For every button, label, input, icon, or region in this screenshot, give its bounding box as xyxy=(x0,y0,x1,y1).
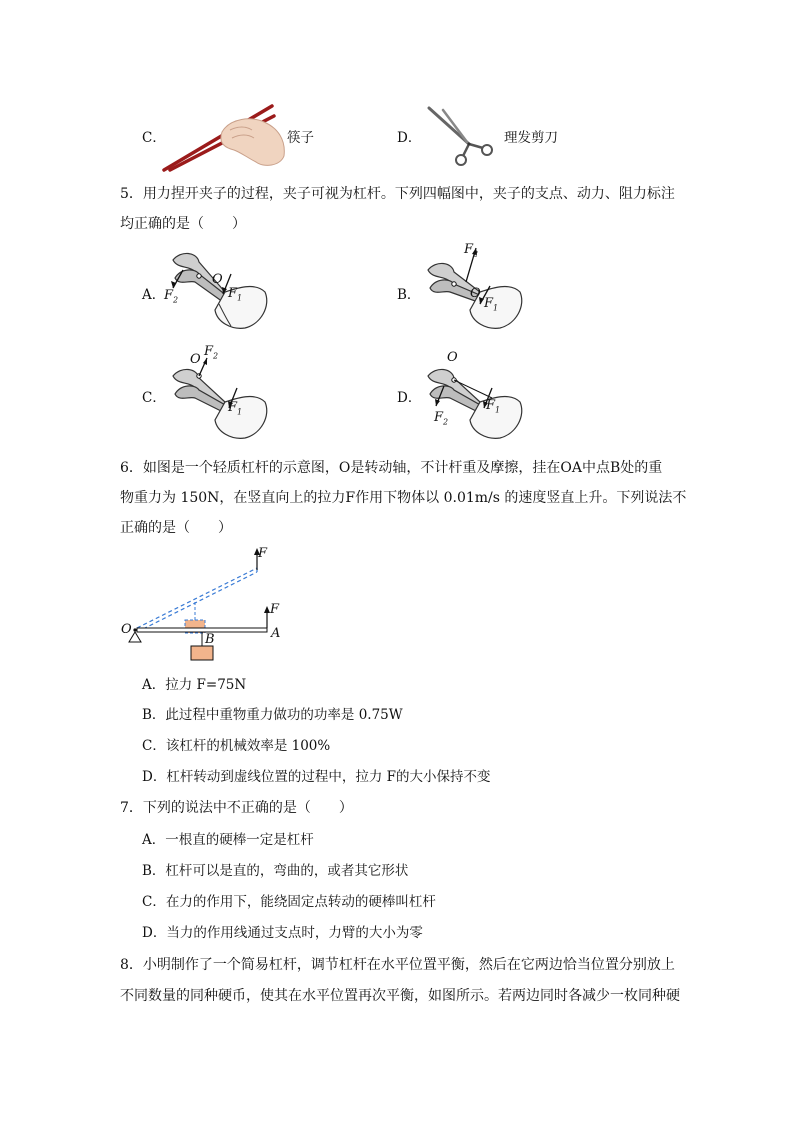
q6-fig-f-top-label: F xyxy=(258,546,268,561)
q5-d-f2-label: $F_2$ xyxy=(434,410,449,427)
q4-option-d-label: 理发剪刀 xyxy=(504,130,558,146)
hair-scissors-image xyxy=(425,106,497,168)
q7-stem: 7．下列的说法中不正确的是（ ） xyxy=(120,800,353,816)
q5-plier-figure-a xyxy=(165,248,275,334)
q5-a-o-label: O xyxy=(212,272,223,287)
q7-option-d: D．当力的作用线通过支点时，力臂的大小为零 xyxy=(142,925,423,941)
q6-stem-line3: 正确的是（ ） xyxy=(120,520,232,536)
q4-option-c-letter: C． xyxy=(142,130,166,146)
q7-option-a: A．一根直的硬棒一定是杠杆 xyxy=(142,832,314,848)
q5-b-o-label: O xyxy=(470,286,481,301)
q8-stem-line1: 8．小明制作了一个简易杠杆，调节杠杆在水平位置平衡，然后在它两边恰当位置分别放上 xyxy=(120,957,675,973)
q4-option-c-label: 筷子 xyxy=(287,130,314,146)
chopsticks-image xyxy=(160,100,290,172)
q6-stem-line1: 6．如图是一个轻质杠杆的示意图，O是转动轴，不计杆重及摩擦，挂在OA中点B处的重 xyxy=(120,460,663,476)
q5-b-f2-label: $F_2$ xyxy=(464,242,479,259)
q6-stem-line2: 物重力为 150N，在竖直向上的拉力F作用下物体以 0.01m/s 的速度竖直上升。下列说法不 xyxy=(120,490,687,506)
q5-option-a-letter: A． xyxy=(142,287,166,303)
q5-d-o-label: O xyxy=(447,350,458,365)
q5-d-f1-label: $F_1$ xyxy=(486,398,501,415)
q4-option-d-letter: D． xyxy=(397,130,422,146)
q7-option-b: B．杠杆可以是直的，弯曲的，或者其它形状 xyxy=(142,863,409,879)
q5-a-f2-label: $F_2$ xyxy=(164,288,179,305)
q6-option-b: B．此过程中重物重力做功的功率是 0.75W xyxy=(142,707,403,723)
q5-c-o-label: O xyxy=(190,352,201,367)
q6-option-c: C．该杠杆的机械效率是 100% xyxy=(142,738,331,754)
q5-a-f1-label: $F_1$ xyxy=(228,286,243,303)
q5-plier-figure-c xyxy=(165,346,275,442)
q8-stem-line2: 不同数量的同种硬币，使其在水平位置再次平衡，如图所示。若两边同时各减少一枚同种硬 xyxy=(120,988,680,1004)
q5-option-b-letter: B． xyxy=(397,287,421,303)
q6-option-d: D．杠杆转动到虚线位置的过程中，拉力 F的大小保持不变 xyxy=(142,769,491,785)
q5-c-f1-label: $F_1$ xyxy=(228,400,243,417)
q5-stem-line1: 5．用力捏开夹子的过程，夹子可视为杠杆。下列四幅图中，夹子的支点、动力、阻力标注 xyxy=(120,186,675,202)
q6-fig-b-label: B xyxy=(205,632,215,647)
q5-stem-line2: 均正确的是（ ） xyxy=(120,216,246,232)
q6-fig-o-label: O xyxy=(121,622,132,637)
q6-fig-f-label: F xyxy=(270,602,280,617)
q5-option-c-letter: C． xyxy=(142,390,166,406)
q5-b-f1-label: $F_1$ xyxy=(484,296,499,313)
q6-option-a: A．拉力 F=75N xyxy=(142,677,247,693)
q5-option-d-letter: D． xyxy=(397,390,422,406)
q7-option-c: C．在力的作用下，能绕固定点转动的硬棒叫杠杆 xyxy=(142,894,436,910)
q5-c-f2-label: $F_2$ xyxy=(204,344,219,361)
q6-fig-a-label: A xyxy=(271,626,281,641)
